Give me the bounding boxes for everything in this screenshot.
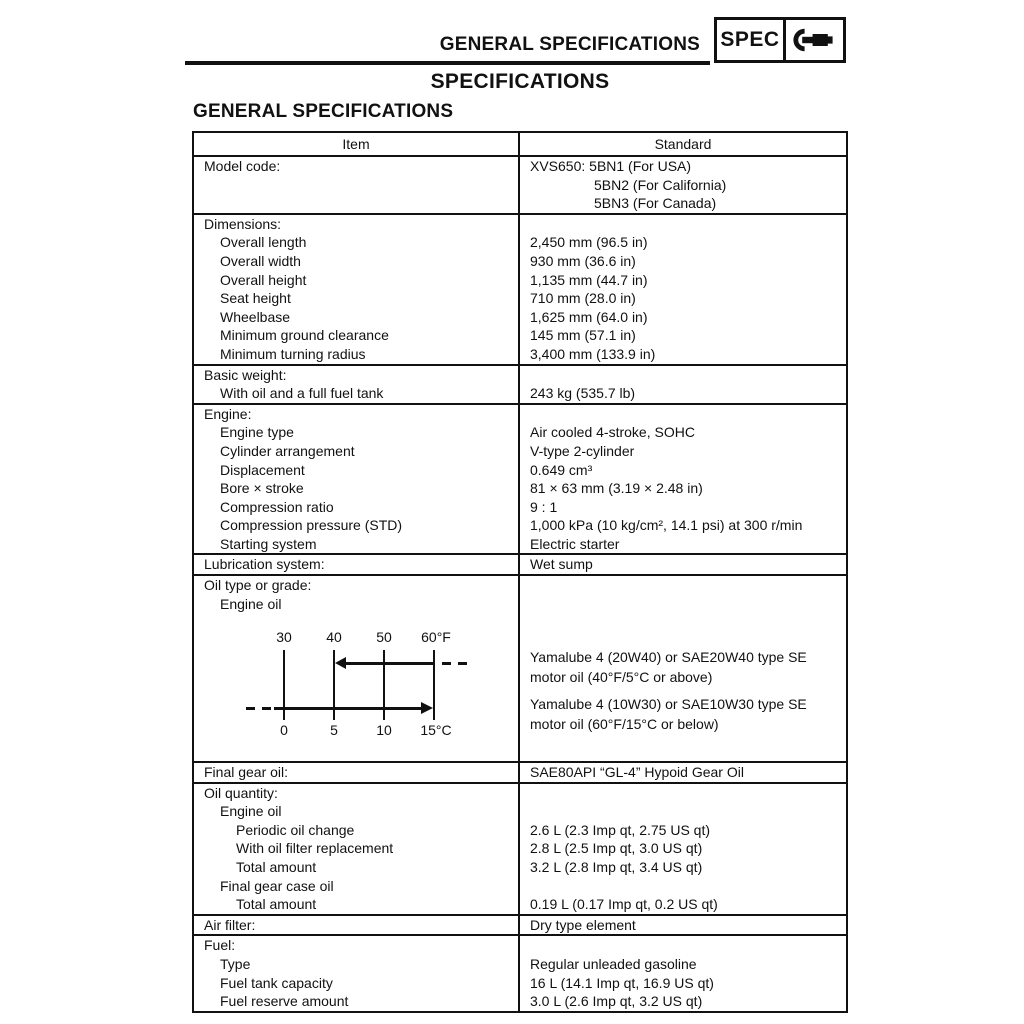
spec-value: 81 × 63 mm (3.19 × 2.48 in) <box>530 480 703 497</box>
spec-badge <box>714 17 846 63</box>
spec-item-label: Minimum ground clearance <box>220 327 389 344</box>
spec-value: 1,000 kPa (10 kg/cm², 14.1 psi) at 300 r/min <box>530 517 803 534</box>
spec-value: 3,400 mm (133.9 in) <box>530 345 656 362</box>
upper-arrow-dashes <box>442 662 468 665</box>
fahrenheit-tick-label: 60°F <box>421 629 451 646</box>
spec-item-label: Basic weight: <box>204 366 287 383</box>
spec-item-label: Engine type <box>220 424 294 441</box>
standard-column <box>520 215 846 364</box>
spec-item-label: Total amount <box>236 896 317 913</box>
standard-column <box>520 763 846 782</box>
item-column <box>194 936 520 1010</box>
oil-grade-section <box>194 574 846 761</box>
spec-value <box>520 366 846 385</box>
spec-item-label: Wheelbase <box>220 308 291 325</box>
spec-value: Electric starter <box>530 535 620 552</box>
spec-value <box>520 784 846 803</box>
spec-value: 145 mm (57.1 in) <box>530 327 636 344</box>
celsius-tick-label: 15°C <box>420 722 452 739</box>
fahrenheit-tick-label: 30 <box>276 629 292 646</box>
spec-value <box>520 877 846 896</box>
spec-value: 243 kg (535.7 lb) <box>530 385 636 402</box>
item-column <box>194 215 520 364</box>
spec-item-label: Dimensions: <box>204 215 282 232</box>
spec-item-label: Oil quantity: <box>204 784 278 801</box>
standard-column <box>520 916 846 935</box>
spec-value <box>520 936 846 955</box>
spec-value: 930 mm (36.6 in) <box>530 252 636 269</box>
upper-arrow-line <box>346 662 434 665</box>
section-heading: GENERAL SPECIFICATIONS <box>193 101 454 122</box>
item-column <box>194 916 520 935</box>
spec-item-label: Compression pressure (STD) <box>220 517 403 534</box>
spec-item-label <box>194 194 518 213</box>
table-header-row <box>194 133 846 157</box>
column-header-item: Item <box>194 133 520 155</box>
spec-value: 5BN3 (For Canada) <box>594 195 717 212</box>
right-arrowhead <box>421 702 433 714</box>
chart-tick <box>433 650 435 720</box>
standard-column <box>520 366 846 403</box>
spec-value: XVS650: 5BN1 (For USA) <box>530 158 692 174</box>
left-arrowhead <box>335 657 346 669</box>
table-section <box>194 364 846 403</box>
spec-item-label: With oil filter replacement <box>236 840 394 857</box>
table-body <box>194 157 846 1011</box>
spec-value: 0.19 L (0.17 Imp qt, 0.2 US qt) <box>530 896 718 913</box>
standard-column <box>520 784 846 914</box>
spec-value: 0.649 cm³ <box>530 461 593 478</box>
table-section <box>194 761 846 782</box>
spec-item-label: Fuel: <box>204 937 236 954</box>
standard-column <box>520 576 846 761</box>
spec-item-label: Model code: <box>204 158 281 174</box>
spec-value: 9 : 1 <box>530 498 558 515</box>
spec-item-label: Lubrication system: <box>204 556 325 573</box>
spec-value: 3.2 L (2.8 Imp qt, 3.4 US qt) <box>530 859 703 876</box>
spec-value <box>520 802 846 821</box>
standard-column <box>520 405 846 554</box>
lower-arrow-dashes <box>246 707 271 710</box>
spec-item-label: With oil and a full fuel tank <box>220 385 384 402</box>
item-column <box>194 366 520 403</box>
spec-item-label: Final gear case oil <box>220 877 334 894</box>
spec-item-label: Fuel tank capacity <box>220 974 333 991</box>
spec-value <box>520 405 846 424</box>
spec-table <box>192 131 848 1013</box>
spec-value <box>520 215 846 234</box>
oil-grade-spec: Yamalube 4 (20W40) or SAE20W40 type SE motor oil (40°F/5°C or above) <box>530 649 807 685</box>
lower-arrow-line <box>274 707 421 710</box>
spec-item-label: Overall width <box>220 252 301 269</box>
spec-value: Regular unleaded gasoline <box>530 956 697 972</box>
spec-item-label: Engine oil <box>220 595 282 612</box>
spec-item-label: Overall length <box>220 234 307 251</box>
spec-item-label: Engine: <box>204 405 252 422</box>
spec-item-label: Cylinder arrangement <box>220 442 355 459</box>
spec-value: Wet sump <box>530 556 593 573</box>
table-section <box>194 553 846 574</box>
spec-value: SAE80API “GL-4” Hypoid Gear Oil <box>530 764 744 781</box>
spec-item-label: Compression ratio <box>220 498 334 515</box>
spec-item-label: Periodic oil change <box>236 821 355 838</box>
spec-item-label: Minimum turning radius <box>220 345 366 362</box>
spec-value: Air cooled 4-stroke, SOHC <box>530 424 695 441</box>
celsius-tick-label: 10 <box>376 722 392 739</box>
page-title: SPECIFICATIONS <box>430 70 610 93</box>
standard-column <box>520 936 846 1010</box>
spec-item-label: Total amount <box>236 859 317 876</box>
spec-value: 1,135 mm (44.7 in) <box>530 271 648 288</box>
spec-value: 5BN2 (For California) <box>594 176 727 193</box>
spec-value: 2.8 L (2.5 Imp qt, 3.0 US qt) <box>530 840 703 857</box>
spec-value: 2,450 mm (96.5 in) <box>530 234 648 251</box>
spec-value: 710 mm (28.0 in) <box>530 290 636 307</box>
oil-temperature-chart <box>194 576 518 761</box>
spec-item-label: Oil type or grade: <box>204 577 312 594</box>
celsius-tick-label: 5 <box>330 722 338 739</box>
spec-badge-label: SPEC <box>717 20 786 60</box>
item-column <box>194 555 520 574</box>
table-section <box>194 914 846 935</box>
spec-value: Dry type element <box>530 916 636 933</box>
spec-item-label: Type <box>220 956 251 972</box>
running-header: GENERAL SPECIFICATIONS <box>439 34 700 55</box>
spec-item-label: Air filter: <box>204 916 256 933</box>
spec-item-label: Starting system <box>220 535 317 552</box>
fahrenheit-tick-label: 40 <box>326 629 342 646</box>
spec-item-label <box>194 176 518 195</box>
spec-item-label: Displacement <box>220 461 305 478</box>
spec-item-label: Overall height <box>220 271 307 288</box>
spec-value: 3.0 L (2.6 Imp qt, 3.2 US qt) <box>530 993 703 1010</box>
item-column <box>194 405 520 554</box>
oil-grade-spec: Yamalube 4 (10W30) or SAE10W30 type SE motor oil (60°F/15°C or below) <box>530 696 807 732</box>
item-column <box>194 576 520 761</box>
standard-column <box>520 555 846 574</box>
spec-item-label: Engine oil <box>220 803 282 820</box>
spec-value: 2.6 L (2.3 Imp qt, 2.75 US qt) <box>530 821 711 838</box>
item-column <box>194 157 520 213</box>
spec-value: V-type 2-cylinder <box>530 442 635 459</box>
header-rule <box>185 61 710 65</box>
spec-value: 16 L (14.1 Imp qt, 16.9 US qt) <box>530 974 714 991</box>
table-section <box>194 157 846 213</box>
table-section <box>194 213 846 364</box>
spec-item-label: Final gear oil: <box>204 764 289 781</box>
standard-column <box>520 157 846 213</box>
table-section <box>194 782 846 914</box>
item-column <box>194 784 520 914</box>
spec-item-label: Fuel reserve amount <box>220 993 349 1010</box>
spec-item-label: Seat height <box>220 290 291 307</box>
spec-item-label: Bore × stroke <box>220 480 304 497</box>
micrometer-icon <box>786 20 843 60</box>
column-header-standard: Standard <box>654 136 712 152</box>
table-section <box>194 934 846 1010</box>
fahrenheit-tick-label: 50 <box>376 629 392 646</box>
item-column <box>194 763 520 782</box>
celsius-tick-label: 0 <box>280 722 288 739</box>
table-section <box>194 403 846 554</box>
spec-value: 1,625 mm (64.0 in) <box>530 308 648 325</box>
